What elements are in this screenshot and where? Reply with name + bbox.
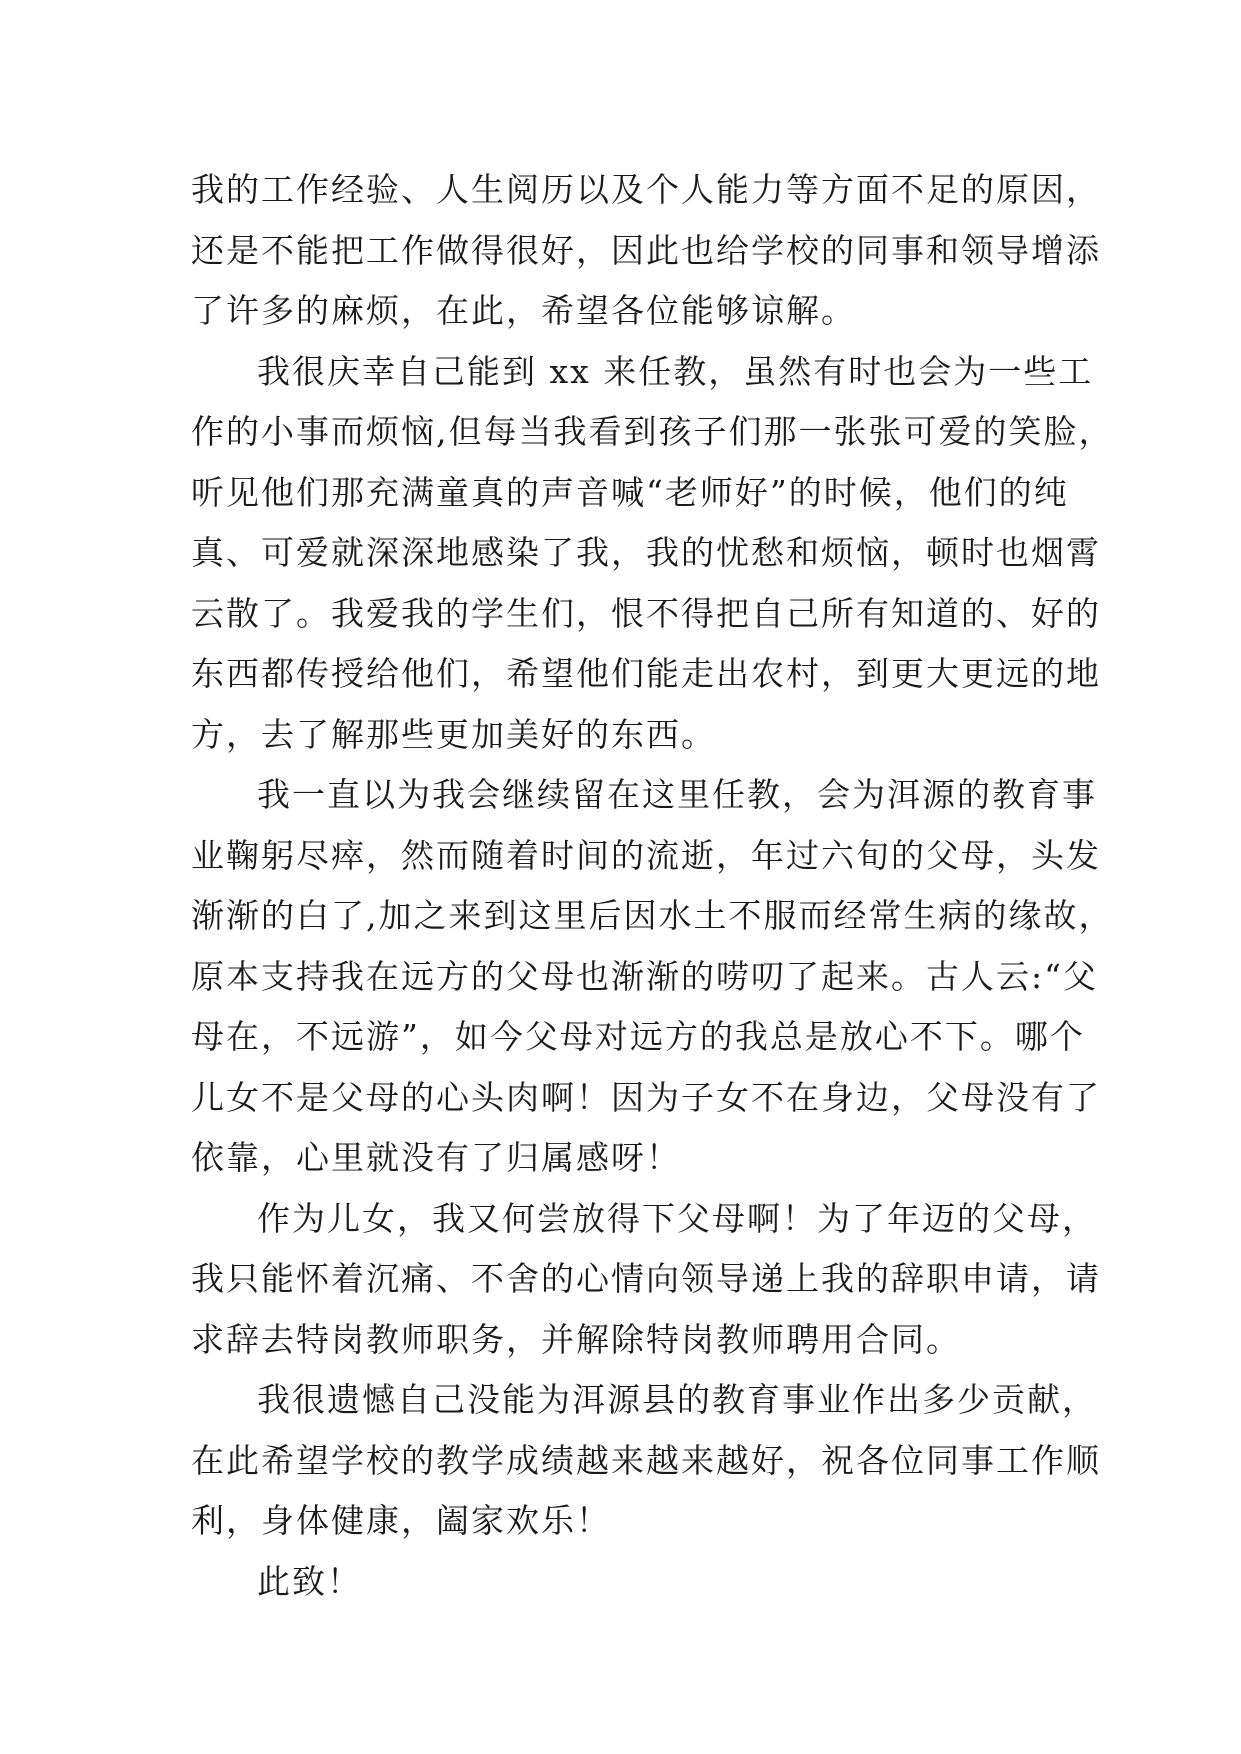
text-line: 母在，不远游”，如今父母对远方的我总是放心不下。哪个 — [191, 1017, 1085, 1056]
text-line: 东西都传授给他们，希望他们能走出农村，到更大更远的地 — [191, 654, 1101, 693]
text-line: 在此希望学校的教学成绩越来越来越好，祝各位同事工作顺 — [191, 1440, 1101, 1480]
text-line: 了许多的麻烦，在此，希望各位能够谅解。 — [191, 291, 856, 330]
text-line: 听见他们那充满童真的声音喊“老师好”的时候，他们的纯 — [191, 472, 1069, 512]
text-line: 我很遗憾自己没能为洱源县的教育事业作出多少贡献， — [257, 1380, 1097, 1419]
closing-salutation — [191, 1552, 1051, 1613]
paragraph-3 — [191, 765, 1114, 1189]
text-line: 此致！ — [257, 1561, 362, 1601]
paragraph-1 — [191, 160, 1101, 342]
text-line: 我很庆幸自己能到 xx 来任教，虽然有时也会为一些工 — [257, 351, 1094, 391]
letter-body — [191, 160, 1114, 1612]
text-line: 作的小事而烦恼,但每当我看到孩子们那一张张可爱的笑脸， — [191, 412, 1114, 451]
text-line: 渐渐的白了,加之来到这里后因水土不服而经常生病的缘故， — [191, 896, 1114, 935]
text-line: 儿女不是父母的心头肉啊！因为子女不在身边，父母没有了 — [191, 1077, 1101, 1117]
paragraph-5 — [191, 1370, 1101, 1552]
text-line: 业鞠躬尽瘁，然而随着时间的流逝，年过六旬的父母，头发 — [191, 835, 1101, 875]
paragraph-2 — [191, 342, 1114, 766]
text-line: 我的工作经验、人生阅历以及个人能力等方面不足的原因， — [191, 170, 1101, 209]
text-line: 原本支持我在远方的父母也渐渐的唠叨了起来。古人云:“父 — [191, 956, 1098, 996]
text-line: 云散了。我爱我的学生们，恨不得把自己所有知道的、好的 — [191, 593, 1101, 633]
text-line: 求辞去特岗教师职务，并解除特岗教师聘用合同。 — [191, 1319, 961, 1359]
text-line: 真、可爱就深深地感染了我，我的忧愁和烦恼，顿时也烟霄 — [191, 533, 1101, 572]
text-line: 利，身体健康，阖家欢乐！ — [191, 1501, 611, 1540]
text-line: 我只能怀着沉痛、不舍的心情向领导递上我的辞职申请，请 — [191, 1259, 1101, 1298]
paragraph-4 — [191, 1189, 1101, 1371]
text-line: 作为儿女，我又何尝放得下父母啊！为了年迈的父母， — [257, 1198, 1097, 1238]
text-line: 方，去了解那些更加美好的东西。 — [191, 714, 716, 754]
text-line: 我一直以为我会继续留在这里任教，会为洱源的教育事 — [257, 775, 1097, 814]
text-line: 依靠，心里就没有了归属感呀！ — [191, 1138, 681, 1177]
text-line: 还是不能把工作做得很好，因此也给学校的同事和领导增添 — [191, 230, 1101, 270]
